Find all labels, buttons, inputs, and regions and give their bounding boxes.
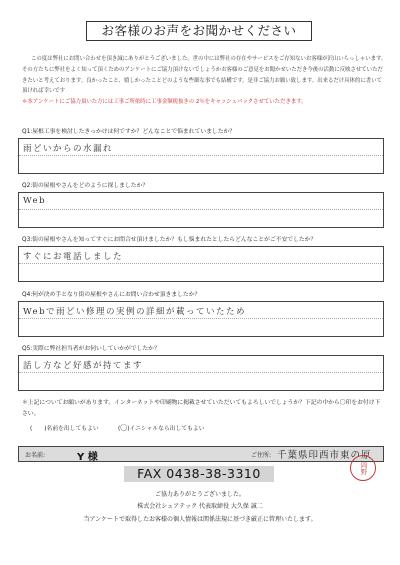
fax-number: FAX 0438-38-3310 [124,466,274,482]
option-initial-ok-mark: 〇 [120,424,128,432]
footer-thanks: ご協力ありがとうございました。 [154,491,245,498]
question-4-label: Q4:何が決め手となり街の屋根やさんにお問い合わせ頂きましたか？ [22,292,201,298]
customer-info-bar [18,446,384,462]
question-3-answer: すぐにお電話しました [23,252,124,262]
cashback-note: ＊本アンケートにご協力頂いた方には工事ご所依時に工事金額税抜きの 2％をキャッシュバックさせていただきます。 [22,99,307,106]
intro-paragraph: この度は弊社にお問い合わせを頂き誠にありがとうございました。世の中には弊社の存在やサービスをご存知ないお客様が沢山いらっしゃいます。その方たちに弊社をよく知って頂くためのアンケートにご協力頂けないでしょうかお客様のご意見をお聞かせいただき今後の活動に反映させていただきたいと考えております。良かったこと、嬉しかったことどのような些細な事でも結構です。是非ご協力お願い致します。出来るだけ具体的に書いて頂ければ幸いです [22,56,387,95]
question-2-answer: Web [23,196,47,206]
question-4-answer-box [18,301,384,337]
question-3-label: Q3:街の屋根やさんを知ってすぐにお問合せ頂けましたか？もし悩まれたとしたらどんなことがご不安でしたか？ [22,237,317,243]
ruled-line [19,318,383,319]
seal-stamp-text: 岡野 [359,461,368,475]
ruled-line [19,209,383,210]
ruled-line [19,372,383,373]
question-1-answer-box [18,138,384,174]
address-label: ご住所: [251,452,272,459]
question-1-label: Q1:屋根工事を検討したきっかけは何ですか？どんなことで悩まれていましたか？ [22,129,236,135]
footer-privacy: 当アンケートで取得したお客様の個人情報は関係法規に基づき厳正に管理いたします。 [83,516,317,523]
option-name-ok[interactable]: ( )名前を出してもよい [30,426,99,432]
intro-text [22,54,387,108]
question-2-label: Q2:街の屋根やさんをどのように探しましたか？ [22,183,149,189]
question-4-answer: Webで雨どい修理の実例の詳細が載っていたため [23,307,247,317]
footer-company: 株式会社シェアテック 代表取締役 大久保 誠二 [137,503,263,510]
customer-name: Y 様 [77,452,98,463]
question-5-answer-box [18,355,384,391]
question-5-label: Q5:実際に弊社担当者がお伺いしていかがでしたか？ [22,346,160,352]
customer-address: 千葉県印西市東の原 [277,450,372,461]
publish-question: ＊上記についてお願いがあります。インターネットや印刷物に掲載させていただいてもよろしいでしょうか？下記の中から〇印をお付け下さい。 [22,400,381,417]
option-name-ok-label: )名前を出してもよい [44,426,99,432]
question-1-answer: 雨どいからの水漏れ [23,144,114,154]
option-initial-ok[interactable]: (〇)イニシャルなら出してもよい [118,424,205,432]
seal-stamp [350,455,376,481]
question-5-answer: 話し方など好感が持てます [23,361,144,371]
question-3-answer-box [18,246,384,282]
ruled-line [19,263,383,264]
ruled-line [19,155,383,156]
page-title: お客様のお声をお聞かせください [86,21,312,41]
name-label: お名前: [25,452,46,459]
option-initial-ok-label: )イニシャルなら出してもよい [127,426,205,432]
question-2-answer-box [18,192,384,228]
